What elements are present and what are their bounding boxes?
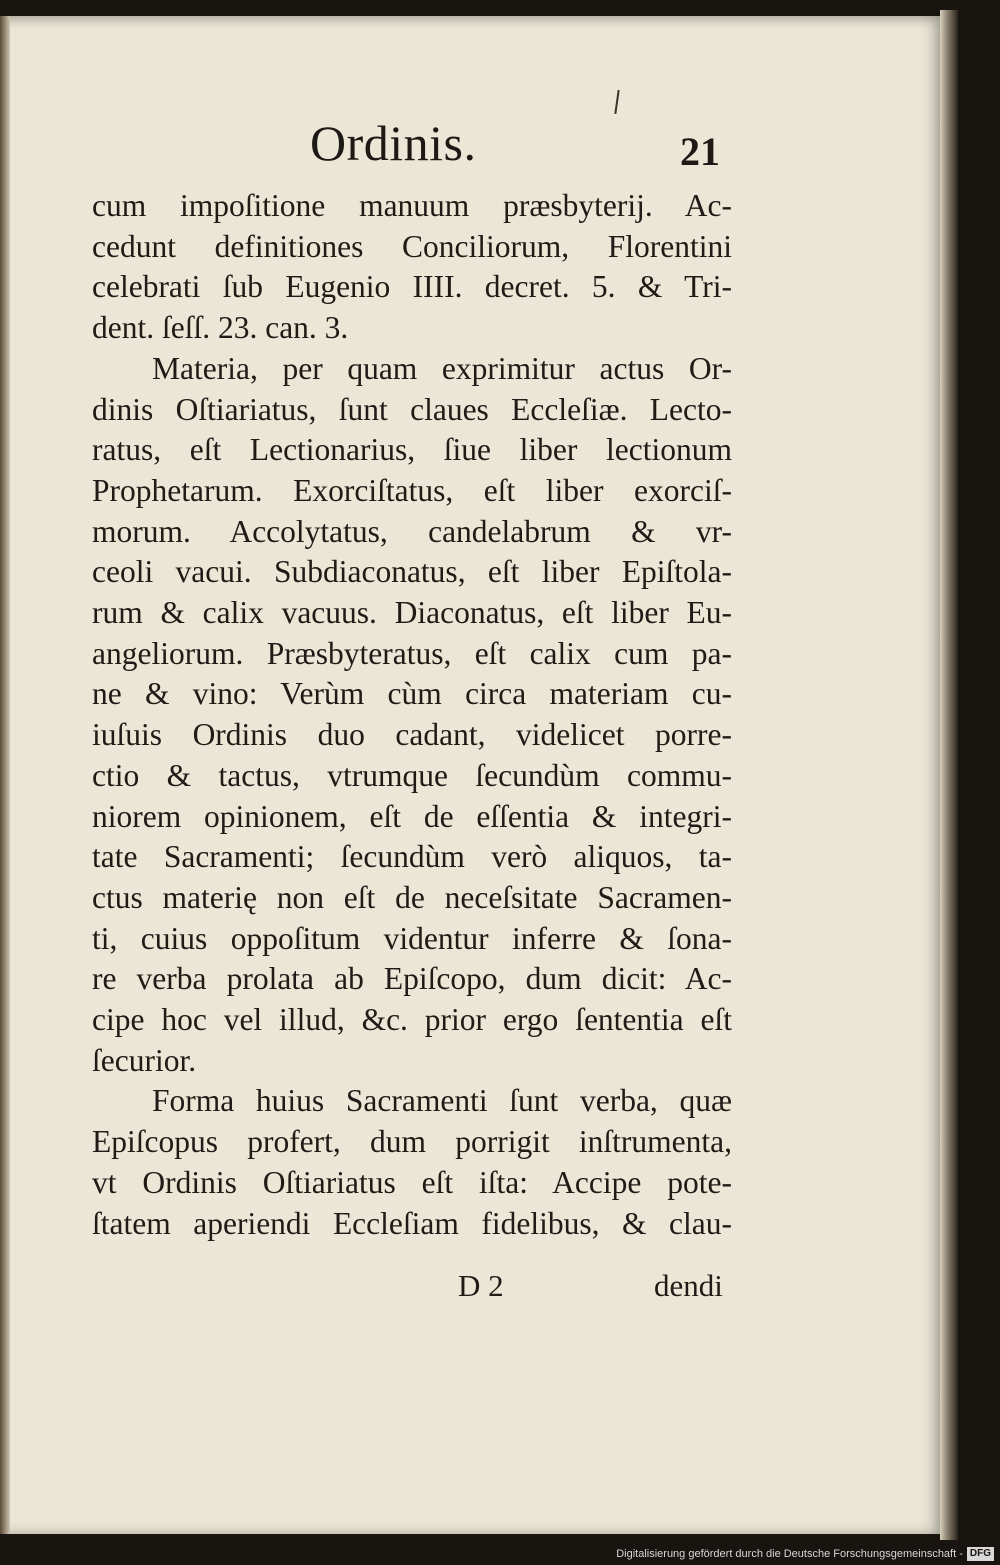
running-head: Ordinis. xyxy=(310,115,477,171)
text-line: niorem opinionem, eſt de eſſentia & integri- xyxy=(92,798,732,834)
text-line: re verba prolata ab Epiſcopo, dum dicit: Ac- xyxy=(92,961,732,997)
text-line: ctio & tactus, vtrumque ſecundùm commu- xyxy=(92,757,732,793)
text-line: celebrati ſub Eugenio IIII. decret. 5. & Tri- xyxy=(92,269,732,305)
text-line: Epiſcopus profert, dum porrigit inſtrumenta, xyxy=(92,1124,732,1160)
catchword: dendi xyxy=(654,1268,723,1303)
text-line: dinis Oſtiariatus, ſunt claues Eccleſiæ. Lecto- xyxy=(92,391,732,427)
page-binding-shadow xyxy=(0,16,10,1534)
text-line: morum. Accolytatus, candelabrum & vr- xyxy=(92,513,732,549)
text-line: Prophetarum. Exorciſtatus, eſt liber exorciſ- xyxy=(92,472,732,508)
signature-mark: D 2 xyxy=(458,1268,504,1303)
page-edge xyxy=(940,10,958,1540)
text-line: ctus materię non eſt de neceſsitate Sacramen- xyxy=(92,879,732,915)
text-line: vt Ordinis Oſtiariatus eſt iſta: Accipe pote- xyxy=(92,1164,732,1200)
digitization-credit xyxy=(616,1547,994,1561)
text-line: cipe hoc vel illud, &c. prior ergo ſententia eſt xyxy=(92,1002,732,1038)
dfg-logo: DFG xyxy=(967,1547,994,1561)
text-line: ratus, eſt Lectionarius, ſiue liber lectionum xyxy=(92,432,732,468)
text-line: dent. ſeſſ. 23. can. 3. xyxy=(92,310,349,346)
page-number: 21 xyxy=(680,129,720,174)
text-line: ne & vino: Verùm cùm circa materiam cu- xyxy=(92,676,732,712)
text-line: angeliorum. Præsbyteratus, eſt calix cum pa- xyxy=(92,635,732,671)
credit-text: Digitalisierung gefördert durch die Deutsche Forschungsgemeinschaft - xyxy=(616,1548,963,1560)
text-line: rum & calix vacuus. Diaconatus, eſt liber Eu- xyxy=(92,595,732,631)
text-line: cum impoſitione manuum præsbyterij. Ac- xyxy=(92,188,732,223)
text-line: tate Sacramenti; ſecundùm verò aliquos, ta- xyxy=(92,839,732,875)
text-line: cedunt definitiones Conciliorum, Florentini xyxy=(92,228,732,264)
text-line: Forma huius Sacramenti ſunt verba, quæ xyxy=(152,1083,732,1119)
text-line: ceoli vacui. Subdiaconatus, eſt liber Epiſtola- xyxy=(92,554,732,590)
text-line: ſtatem aperiendi Eccleſiam fidelibus, & clau- xyxy=(92,1205,732,1241)
body-text xyxy=(92,186,732,1244)
text-line: iuſuis Ordinis duo cadant, videlicet porre- xyxy=(92,717,732,753)
text-line: ſecurior. xyxy=(92,1042,197,1078)
text-line: Materia, per quam exprimitur actus Or- xyxy=(152,350,732,386)
text-line: ti, cuius oppoſitum videntur inferre & ſona- xyxy=(92,920,732,956)
